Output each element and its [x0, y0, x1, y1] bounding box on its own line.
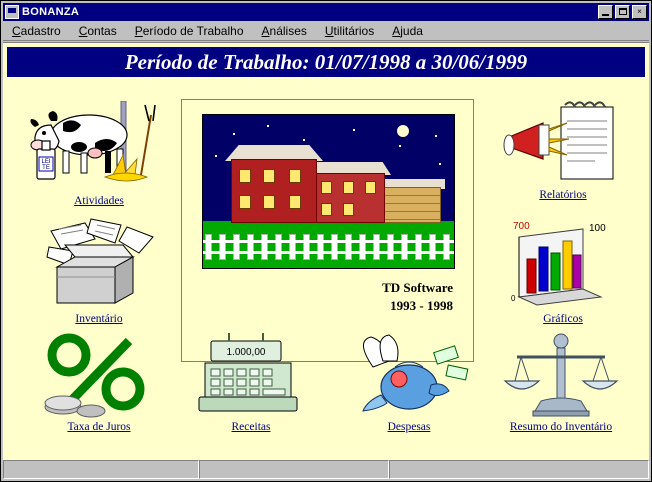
maximize-button[interactable] — [615, 5, 630, 19]
menu-label-utilitarios: tilitários — [333, 24, 375, 38]
menu-item-contas[interactable]: Contas — [78, 24, 117, 38]
menu-item-analises[interactable]: Análises — [261, 24, 307, 38]
flying-money-icon — [343, 333, 475, 419]
scale-icon — [477, 331, 645, 419]
shortcut-resumo-do-inventario[interactable] — [477, 331, 645, 433]
svg-text:0: 0 — [511, 294, 516, 303]
star — [353, 129, 355, 131]
window-title: BONANZA — [22, 6, 80, 18]
fence — [203, 234, 454, 260]
shortcut-relatorios[interactable] — [503, 101, 623, 201]
menu-label-contas: ontas — [87, 24, 117, 38]
splash-panel — [181, 99, 474, 362]
status-cell-2 — [199, 460, 389, 479]
app-icon — [5, 5, 19, 19]
menu-item-cadastro[interactable]: Cadastro — [12, 24, 61, 38]
star — [267, 125, 269, 127]
star — [435, 135, 437, 137]
window-pane — [239, 169, 251, 183]
credit-line-1: TD Software — [382, 280, 453, 295]
shortcut-label-resumo-do-inventario: Resumo do Inventário — [509, 421, 613, 433]
svg-text:1.000,00: 1.000,00 — [226, 347, 266, 358]
shortcut-label-atividades: Atividades — [74, 195, 124, 207]
window-pane — [239, 195, 251, 209]
window-pane — [365, 181, 376, 194]
status-bar — [3, 460, 649, 479]
cow-icon — [29, 101, 169, 193]
menu-item-utilitarios[interactable]: Utilitários — [324, 24, 375, 38]
shortcut-label-relatorios: Relatórios — [539, 189, 587, 201]
svg-text:LEI: LEI — [41, 159, 51, 165]
shortcut-taxa-de-juros[interactable] — [33, 331, 165, 433]
shortcut-receitas[interactable] — [189, 329, 313, 433]
shortcut-inventario[interactable] — [31, 215, 167, 325]
menu-label-ajuda: juda — [400, 24, 423, 38]
period-banner: Período de Trabalho: 01/07/1998 a 30/06/1999 — [7, 47, 645, 77]
star — [215, 155, 217, 157]
window-pane — [343, 181, 354, 194]
minimize-button[interactable] — [598, 5, 613, 19]
menu-label-cadastro: adastro — [20, 24, 61, 38]
client-area — [3, 42, 649, 460]
window-pane — [289, 195, 301, 209]
svg-text:100: 100 — [589, 223, 606, 234]
shortcut-label-graficos: Gráficos — [543, 313, 583, 325]
window-pane — [263, 195, 275, 209]
shortcut-label-taxa-de-juros: Taxa de Juros — [67, 421, 131, 433]
shortcut-graficos[interactable] — [505, 215, 621, 325]
moon-icon — [397, 125, 409, 137]
percent-icon — [33, 331, 165, 419]
star — [303, 139, 305, 141]
close-button[interactable]: × — [632, 5, 647, 19]
status-cell-1 — [3, 460, 199, 479]
menu-item-ajuda[interactable]: Ajuda — [392, 24, 423, 38]
star — [439, 163, 441, 165]
shortcut-label-receitas: Receitas — [231, 421, 271, 433]
window-controls — [598, 5, 647, 19]
printer-icon — [503, 101, 623, 187]
menu-label-periodo: eríodo de Trabalho — [142, 24, 244, 38]
window-pane — [263, 169, 275, 183]
svg-text:TE: TE — [42, 165, 50, 171]
title-bar[interactable] — [3, 3, 649, 21]
shortcut-despesas[interactable] — [343, 333, 475, 433]
star — [233, 133, 235, 135]
bar-chart-icon — [505, 215, 621, 311]
crate-icon — [31, 215, 167, 311]
shortcut-label-inventario: Inventário — [75, 313, 123, 325]
shortcut-label-despesas: Despesas — [387, 421, 431, 433]
window-pane — [321, 203, 332, 216]
menu-bar — [3, 22, 649, 41]
menu-item-periodo-de-trabalho[interactable]: Período de Trabalho — [134, 24, 244, 38]
menu-label-analises: nálises — [269, 24, 307, 38]
shed — [379, 187, 441, 223]
star — [399, 145, 401, 147]
svg-text:700: 700 — [513, 221, 530, 232]
farm-illustration — [202, 114, 455, 269]
status-cell-3 — [389, 460, 649, 479]
window-pane — [289, 169, 301, 183]
window-pane — [321, 181, 332, 194]
window-pane — [343, 203, 354, 216]
shortcut-atividades[interactable] — [29, 101, 169, 207]
cash-register-icon — [189, 329, 313, 419]
credit-line-2: 1993 - 1998 — [390, 298, 453, 313]
